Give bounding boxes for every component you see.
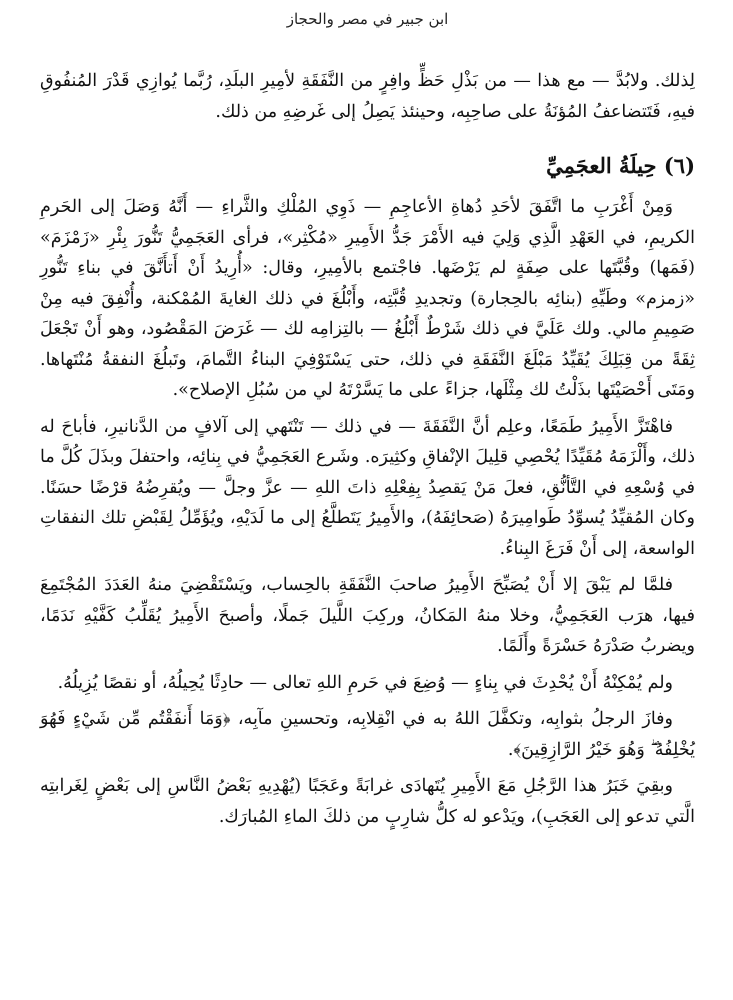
paragraph-6: وبقِيَ خَبَرُ هذا الرَّجُلِ مَعَ الأَمِيرِ يُتَهادَى غرابَةً وعَجَبًا (يُهْدِيهِ بَعْضُ النَّاسِ إلى بَعْضٍ لِغَرابتِه الَّتي تدعو إلى العَجَبِ)، ويَدْعو له كلُّ شارِبٍ من ذلكَ الماءِ المُبارَك.: [40, 776, 695, 827]
running-header: ابن جبير في مصر والحجاز: [286, 10, 449, 28]
paragraph-4: ولم يُمْكِنْهُ أَنْ يُحْدِثَ في بِناءٍ — وُضِعَ في حَرمِ اللهِ تعالى — حادِثًا يُحِيلُهُ، أو نقصًا يُزِيلُهُ.: [57, 672, 673, 693]
paragraph-2: فاهْتَزَّ الأَمِيرُ طَمَعًا، وعلِم أنَّ النَّفَقَةَ — في ذلك — تَنْتَهي إلى آلافٍ من الدَّنانيرِ، فأباحَ له ذلك، وأَلْزَمَهُ مُقَيِّدًا يُحْصِي قلِيلَ الإنْفاقِ وكثِيرَه. وشَرع العَجَمِيُّ في بِنائِه، واحتفلَ وبذَلَ كُلَّ ما في وُسْعِهِ في التَّأنُّقِ، فعلَ مَنْ يَقصِدُ بِفِعْلِهِ ذاتَ اللهِ — عزَّ وجلَّ — ويُقرِضُهُ قرْضًا حسَنًا. وكان المُقيِّدُ يُسوِّدُ طَوامِيرَهُ (صَحائِفَهُ)، والأَمِيرُ يَتَطلَّعُ إلى ما لَدَيْهِ، ويُؤَمِّلُ لِقَبْضِ تلك النفقاتِ الواسعة، إلى أَنْ فَرَغَ البِناءُ.: [40, 416, 695, 559]
intro-paragraph: لِذلك. ولابُدَّ — مع هذا — من بَذْلِ حَظٍّ وافِرٍ من النَّفَقَةِ لأمِيرِ البلَدِ، رُبَّما يُوازِي قَدْرَ المُنفُوقِ فيهِ، فَتَتضاعفُ المُؤنَةُ على صاحِبِه، وحينئذ يَصِلُ إلى غَرضِهِ من ذلك.: [40, 71, 695, 122]
section-title: (٦) حِيلَةُ العجَمِيِّ: [546, 153, 695, 178]
paragraph-3: فلمَّا لم يَبْقَ إلا أَنْ يُصَبِّحَ الأَمِيرُ صاحبَ النَّفَقَةِ بالحِساب، ويَسْتَقْضِيَ منهُ العَدَدَ المُجْتَمِعَ فيها، هرَب العَجَمِيُّ، وخلا منهُ المَكانُ، وركِبَ اللَّيلَ جَملًا، وأصبحَ الأَمِيرُ يُقَلِّبُ كَفَّيْهِ نَدَمًا، ويضربُ صَدْرَهُ حَسْرَةً وأَلَمًا.: [40, 575, 695, 656]
paragraph-5: وفازَ الرجلُ بثوابِه، وتكفَّلَ اللهُ به في انْقِلابِه، وتحسينِ مآبِه، ﴿وَمَا أَنفَقْتُم مِّن شَيْءٍ فَهُوَ يُخْلِفُهُ ۖ وَهُوَ خَيْرُ الرَّازِقِينَ﴾.: [40, 709, 695, 760]
paragraph-1: وَمِنْ أَغْرَبِ ما اتَّفَقَ لأحَدِ دُهاةِ الأعاجِمِ — ذَوِي المُلْكِ والثَّراءِ — أَنَّهُ وَصَلَ إلى الحَرمِ الكريمِ، في العَهْدِ الَّذِي وَلِيَ فيه الأَمْرَ جَدُّ الأَمِيرِ «مُكْثِر»، فرأى العَجَمِيُّ تَنُّورَ بِئْرِ «زَمْزَمَ» (فَمَها) وقُبَّتَها على صِفَةٍ لم يَرْضَها. فاجْتمع بالأمِيرِ، وقال: «أُرِيدُ أَنْ أَتأَنَّقَ في بناءِ تَنُّورِ «زمزم» وطَيِّهِ (بنائِه بالحِجارة) وتجديدِ قُبَّتِه، وأَبْلُغَ في ذلك الغايةَ المُمْكنة، وأُنْفِقَ فيه مِنْ صَمِيمِ مالي. ولك عَلَيَّ في ذلك شَرْطٌ أَبْلُغُ — بالتِزامِه لك — غَرَضَ المَقْصُود، وهو أَنْ تَجْعَلَ ثِقَةً من قِبَلِكَ يُقَيِّدُ مَبْلَغَ النَّفَقَةِ في ذلك، حتى يَسْتَوْفِيَ البناءُ التَّمامَ، وتَبلُغَ النفقةُ مُنْتَهاها. ومَتَى أَحْصَيْتَها بذَلْتُ لك مِثْلَها، جزاءً على ما يَسَّرْتَهُ لي من سُبُلِ الإصلاح».: [40, 197, 695, 400]
